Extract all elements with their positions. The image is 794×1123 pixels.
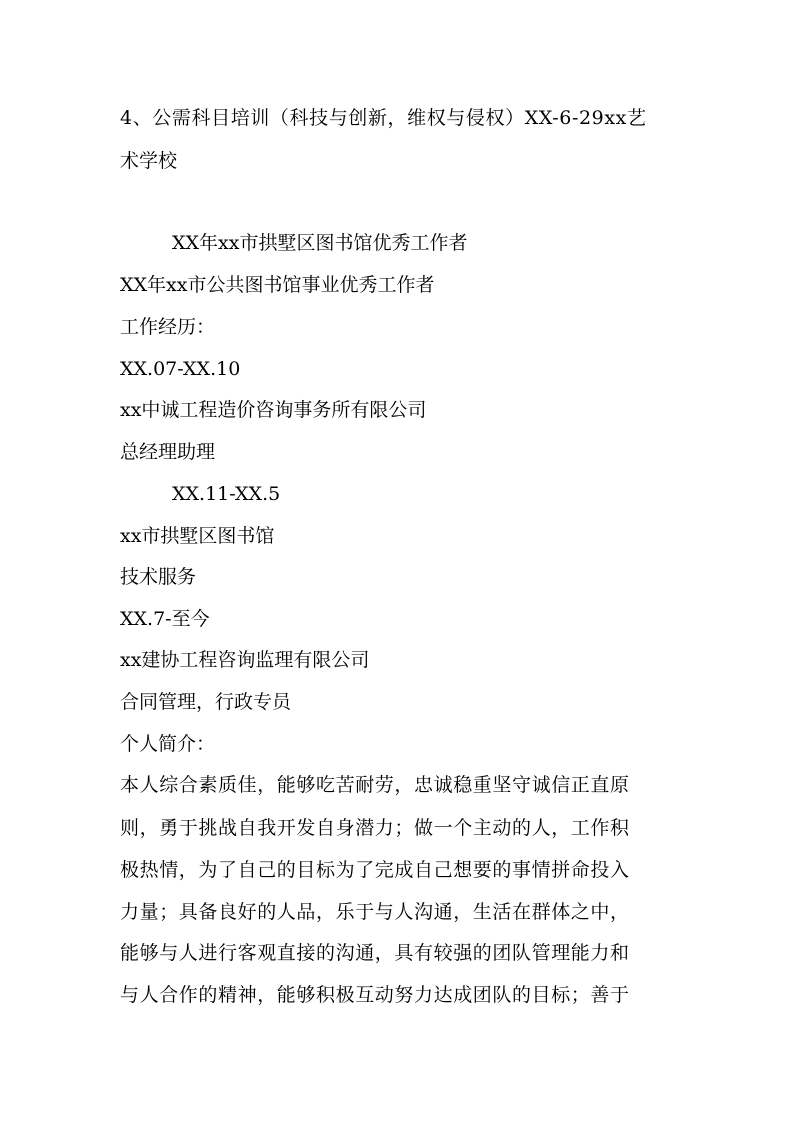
award-line-2: XX年xx市公共图书馆事业优秀工作者	[120, 274, 435, 296]
intro-paragraph-line-6: 与人合作的精神，能够积极互动努力达成团队的目标；善于	[120, 984, 630, 1006]
work-period-1: XX.07-XX.10	[120, 358, 241, 380]
award-line-1: XX年xx市拱墅区图书馆优秀工作者	[172, 232, 468, 254]
intro-paragraph-line-4: 力量；具备良好的人品，乐于与人沟通，生活在群体之中，	[120, 901, 630, 923]
work-experience-heading: 工作经历：	[120, 316, 216, 338]
work-role-3: 合同管理，行政专员	[120, 691, 292, 713]
work-period-3: XX.7-至今	[120, 608, 210, 630]
intro-paragraph-line-1: 本人综合素质佳，能够吃苦耐劳，忠诚稳重坚守诚信正直原	[120, 774, 630, 796]
work-period-2: XX.11-XX.5	[172, 483, 281, 505]
intro-paragraph-line-3: 极热情，为了自己的目标为了完成自己想要的事情拼命投入	[120, 859, 630, 881]
intro-paragraph-line-2: 则，勇于挑战自我开发自身潜力；做一个主动的人，工作积	[120, 817, 630, 839]
training-line: 4、公需科目培训（科技与创新，维权与侵权）XX-6-29xx艺	[120, 107, 647, 129]
work-company-3: xx建协工程咨询监理有限公司	[120, 649, 370, 671]
intro-paragraph-line-5: 能够与人进行客观直接的沟通，具有较强的团队管理能力和	[120, 942, 630, 964]
personal-intro-heading: 个人简介：	[120, 733, 216, 755]
work-company-2: xx市拱墅区图书馆	[120, 525, 275, 547]
work-role-2: 技术服务	[120, 566, 197, 588]
training-line-continued: 术学校	[120, 150, 178, 172]
work-company-1: xx中诚工程造价咨询事务所有限公司	[120, 399, 427, 421]
work-role-1: 总经理助理	[120, 441, 216, 463]
